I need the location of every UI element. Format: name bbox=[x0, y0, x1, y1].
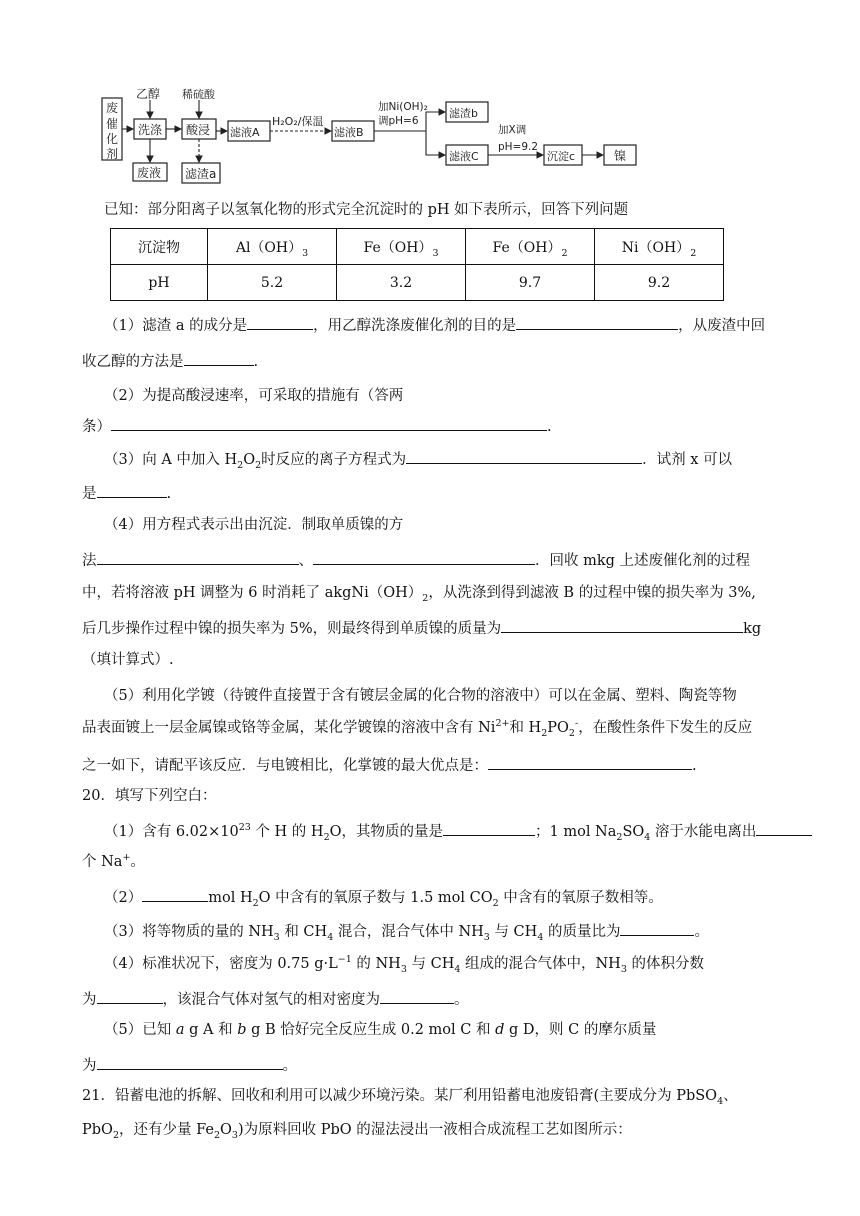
filtrate-c-label: 滤液C bbox=[449, 150, 479, 163]
table-header-label: 沉淀物 bbox=[111, 229, 208, 265]
answer-blank[interactable] bbox=[97, 988, 163, 1004]
answer-blank[interactable] bbox=[184, 350, 254, 366]
q19-part2-line1: （2）为提高酸浸速率，可采取的措施有（答两 bbox=[104, 388, 404, 404]
dilute-acid-label: 稀硫酸 bbox=[182, 88, 215, 101]
q20-part5-line1: （5）已知 a g A 和 b g B 恰好完全反应生成 0.2 mol C 和 d g D，则 C 的摩尔质量 bbox=[104, 1022, 657, 1038]
q19-part4-line2: 法 、 ．回收 mkg 上述废催化剂的过程 bbox=[82, 549, 750, 571]
process-flow-diagram bbox=[96, 86, 656, 190]
q19-part2-line2: 条） . bbox=[82, 415, 552, 437]
q20-part3: （3）将等物质的量的 $NH_3$ 和 $CH_4$ 混合，混合气体中 $NH_3$ 与 $CH_4$ 的质量比为 。 bbox=[104, 920, 709, 942]
table-cell: $Ni(OH)_2$ bbox=[595, 229, 724, 265]
add-ni-label-2: 调pH=6 bbox=[378, 115, 419, 127]
source-label-3: 化 bbox=[106, 132, 119, 146]
q20-part5-line2: 为 。 bbox=[82, 1054, 297, 1076]
q19-part4-line1: （4）用方程式表示出由沉淀．制取单质镍的方 bbox=[104, 517, 404, 533]
q19-part4-line4: 后几步操作过程中镍的损失率为 5%，则最终得到单质镍的质量为 kg bbox=[82, 617, 761, 639]
q20-part2: （2） mol $H_2O$ 中含有的氧原子数与 1.5 mol $CO_2$ 中含有的氧原子数相等。 bbox=[104, 886, 663, 908]
source-label-1: 废 bbox=[106, 101, 119, 115]
acid-leach-label: 酸浸 bbox=[186, 123, 211, 137]
q20-part1-line1: （1）含有 $6.02\times 10^{23}$ 个 H 的 $H_2O$，其物质的量是 ；1 mol $Na_2SO_4$ 溶于水能电离出 bbox=[104, 820, 812, 842]
q20-part4-line2: 为 ，该混合气体对氢气的相对密度为 。 bbox=[82, 988, 469, 1010]
answer-blank[interactable] bbox=[501, 617, 743, 633]
answer-blank[interactable] bbox=[111, 415, 547, 431]
table-cell: $Al(OH)_3$ bbox=[208, 229, 337, 265]
answer-blank[interactable] bbox=[380, 988, 454, 1004]
answer-blank[interactable] bbox=[97, 482, 167, 498]
q20-part4-line1: （4）标准状况下，密度为 0.75 $g\cdot L^{-1}$ 的 $NH_3$ 与 $CH_4$ 组成的混合气体中，$NH_3$ 的体积分数 bbox=[104, 954, 704, 975]
answer-blank[interactable] bbox=[97, 1054, 283, 1070]
wash-label: 洗涤 bbox=[138, 123, 163, 137]
answer-blank[interactable] bbox=[97, 549, 299, 565]
q19-part1-line1: （1）滤渣 a 的成分是 ，用乙醇洗涤废催化剂的目的是 ，从废渣中回 bbox=[104, 314, 765, 336]
table-cell: 9.7 bbox=[466, 265, 595, 301]
answer-blank[interactable] bbox=[443, 820, 535, 836]
waste-liquid-label: 废液 bbox=[137, 166, 162, 180]
filtrate-a-label: 滤液A bbox=[230, 126, 260, 139]
q20-title: 20．填写下列空白： bbox=[82, 788, 217, 804]
table-cell: $Fe(OH)_2$ bbox=[466, 229, 595, 265]
answer-blank[interactable] bbox=[406, 448, 642, 464]
filtrate-b-label: 滤液B bbox=[334, 126, 364, 139]
table-cell: 3.2 bbox=[337, 265, 466, 301]
answer-blank[interactable] bbox=[488, 754, 692, 770]
q19-part3-line2: 是 . bbox=[82, 482, 171, 504]
precipitation-ph-table bbox=[110, 228, 724, 301]
answer-blank[interactable] bbox=[620, 920, 694, 936]
answer-blank[interactable] bbox=[247, 314, 313, 330]
add-x-label-1: 加X调 bbox=[498, 124, 527, 136]
residue-a-label: 滤渣a bbox=[185, 167, 217, 181]
residue-b-label: 滤渣b bbox=[449, 107, 478, 120]
q21-line1: 21．铅蓄电池的拆解、回收和利用可以减少环境污染。某厂利用铅蓄电池废铅膏(主要成分为 PbSO$_4$、 bbox=[82, 1088, 738, 1107]
answer-blank[interactable] bbox=[142, 886, 208, 902]
q19-part5-line3: 之一如下，请配平该反应．与电镀相比，化掌镀的最大优点是： . bbox=[82, 754, 697, 776]
q19-part5-line1: （5）利用化学镀（待镀件直接置于含有镀层金属的化合物的溶液中）可以在金属、塑料、陶瓷等物 bbox=[104, 688, 737, 704]
table-ph-label: pH bbox=[111, 265, 208, 301]
h2o2-label: H₂O₂/保温 bbox=[272, 115, 324, 128]
table-cell: 9.2 bbox=[595, 265, 724, 301]
q19-part5-line2: 品表面镀上一层金属镍或铬等金属，某化学镀镍的溶液中含有 $Ni^{2+}$和 $H_2PO_2^-$，在酸性条件下发生的反应 bbox=[82, 718, 753, 739]
intro-text: 已知：部分阳离子以氢氧化物的形式完全沉淀时的 pH 如下表所示，回答下列问题 bbox=[104, 202, 629, 218]
answer-blank[interactable] bbox=[516, 314, 678, 330]
answer-blank[interactable] bbox=[313, 549, 535, 565]
q19-part4-line5: （填计算式）. bbox=[82, 652, 174, 668]
q21-line2: PbO$_2$，还有少量 $Fe_2O_3$)为原料回收 PbO 的湿法浸出一液相合成流程工艺如图所示： bbox=[82, 1122, 632, 1141]
q19-part3-line1: （3）向 A 中加入 $H_2O_2$时反应的离子方程式为 ．试剂 x 可以 bbox=[104, 448, 732, 470]
add-ni-label-1: 加Ni(OH)₂ bbox=[378, 101, 428, 113]
nickel-label: 镍 bbox=[614, 149, 627, 163]
table-cell: 5.2 bbox=[208, 265, 337, 301]
source-label-2: 催 bbox=[106, 117, 119, 131]
precip-c-label: 沉淀c bbox=[547, 150, 576, 163]
q20-part1-line2: 个 Na+。 bbox=[82, 852, 145, 870]
table-cell: $Fe(OH)_3$ bbox=[337, 229, 466, 265]
answer-blank[interactable] bbox=[756, 820, 812, 836]
q19-part1-line2: 收乙醇的方法是 . bbox=[82, 350, 258, 372]
source-label-4: 剂 bbox=[106, 147, 119, 161]
table-row-ph bbox=[111, 265, 724, 301]
add-x-label-2: pH=9.2 bbox=[498, 141, 539, 153]
ethanol-label: 乙醇 bbox=[136, 87, 161, 101]
q19-part4-line3: 中，若将溶液 pH 调整为 6 时消耗了 $akgNi(OH)_2$，从洗涤到得到滤液 B 的过程中镍的损失率为 3%, bbox=[82, 585, 756, 604]
table-row-header bbox=[111, 229, 724, 265]
